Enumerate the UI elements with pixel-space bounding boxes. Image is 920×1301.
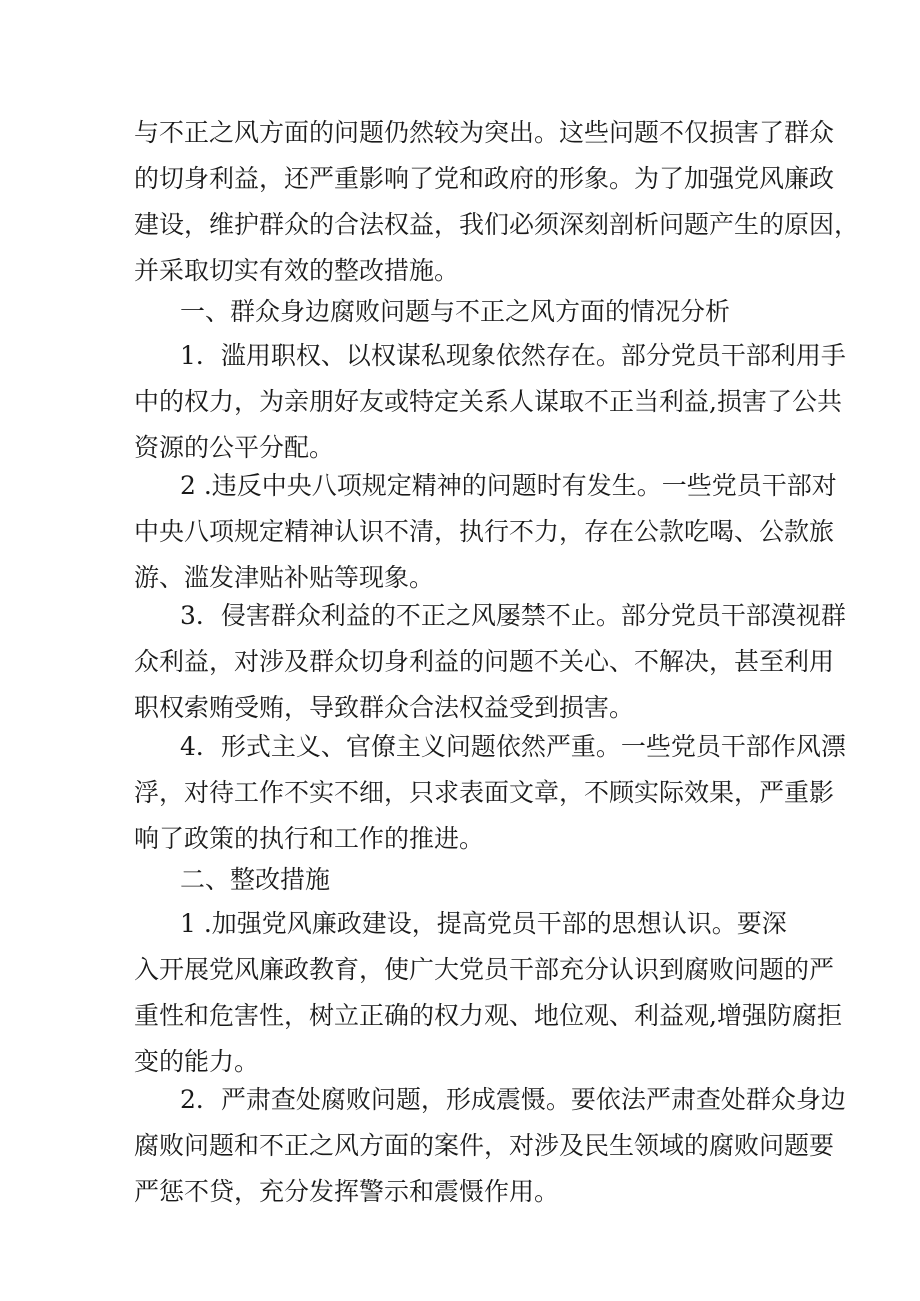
section-1-item-3-line-3: 职权索贿受贿，导致群众合法权益受到损害。 xyxy=(134,693,635,722)
section-1-heading: 一、群众身边腐败问题与不正之风方面的情况分析 xyxy=(180,297,731,326)
section-1-item-4-line-3: 响了政策的执行和工作的推进。 xyxy=(134,824,485,853)
section-2-item-1-line-1: 1 .加强党风廉政建设，提高党员干部的思想认识。要深 xyxy=(180,909,787,938)
section-1-item-3-line-1: 3．侵害群众利益的不正之风屡禁不止。部分党员干部漠视群 xyxy=(180,601,846,630)
section-1-item-1-line-3: 资源的公平分配。 xyxy=(134,433,335,462)
section-1-item-2-line-3: 游、滥发津贴补贴等现象。 xyxy=(134,563,435,592)
section-2-item-2-line-3: 严惩不贷，充分发挥警示和震慑作用。 xyxy=(134,1177,560,1206)
section-1-item-3-line-2: 众利益，对涉及群众切身利益的问题不关心、不解决，甚至利用 xyxy=(134,647,835,676)
section-2-item-1-line-3: 重性和危害性，树立正确的权力观、地位观、利益观,增强防腐拒 xyxy=(134,1001,842,1030)
section-2-item-2-line-1: 2．严肃查处腐败问题，形成震慑。要依法严肃查处群众身边 xyxy=(180,1085,846,1114)
intro-line-3: 建设，维护群众的合法权益，我们必须深刻剖析问题产生的原因， xyxy=(134,210,860,239)
section-2-item-2-line-2: 腐败问题和不正之风方面的案件，对涉及民生领域的腐败问题要 xyxy=(134,1131,835,1160)
section-2-item-1-line-2: 入开展党风廉政教育，使广大党员干部充分认识到腐败问题的严 xyxy=(134,955,835,984)
section-1-item-1-line-2: 中的权力，为亲朋好友或特定关系人谋取不正当利益,损害了公共 xyxy=(134,387,842,416)
intro-line-4: 并采取切实有效的整改措施。 xyxy=(134,256,460,285)
section-1-item-1-line-1: 1．滥用职权、以权谋私现象依然存在。部分党员干部利用手 xyxy=(180,341,846,370)
section-2-item-1-line-4: 变的能力。 xyxy=(134,1047,260,1076)
section-1-item-2-line-2: 中央八项规定精神认识不清，执行不力，存在公款吃喝、公款旅 xyxy=(134,517,835,546)
intro-line-1: 与不正之风方面的问题仍然较为突出。这些问题不仅损害了群众 xyxy=(134,118,835,147)
section-2-heading: 二、整改措施 xyxy=(180,865,331,894)
intro-line-2: 的切身利益，还严重影响了党和政府的形象。为了加强党风廉政 xyxy=(134,164,835,193)
section-1-item-4-line-1: 4．形式主义、官僚主义问题依然严重。一些党员干部作风漂 xyxy=(180,732,846,761)
section-1-item-4-line-2: 浮，对待工作不实不细，只求表面文章，不顾实际效果，严重影 xyxy=(134,778,835,807)
section-1-item-2-line-1: 2 .违反中央八项规定精神的问题时有发生。一些党员干部对 xyxy=(180,471,837,500)
